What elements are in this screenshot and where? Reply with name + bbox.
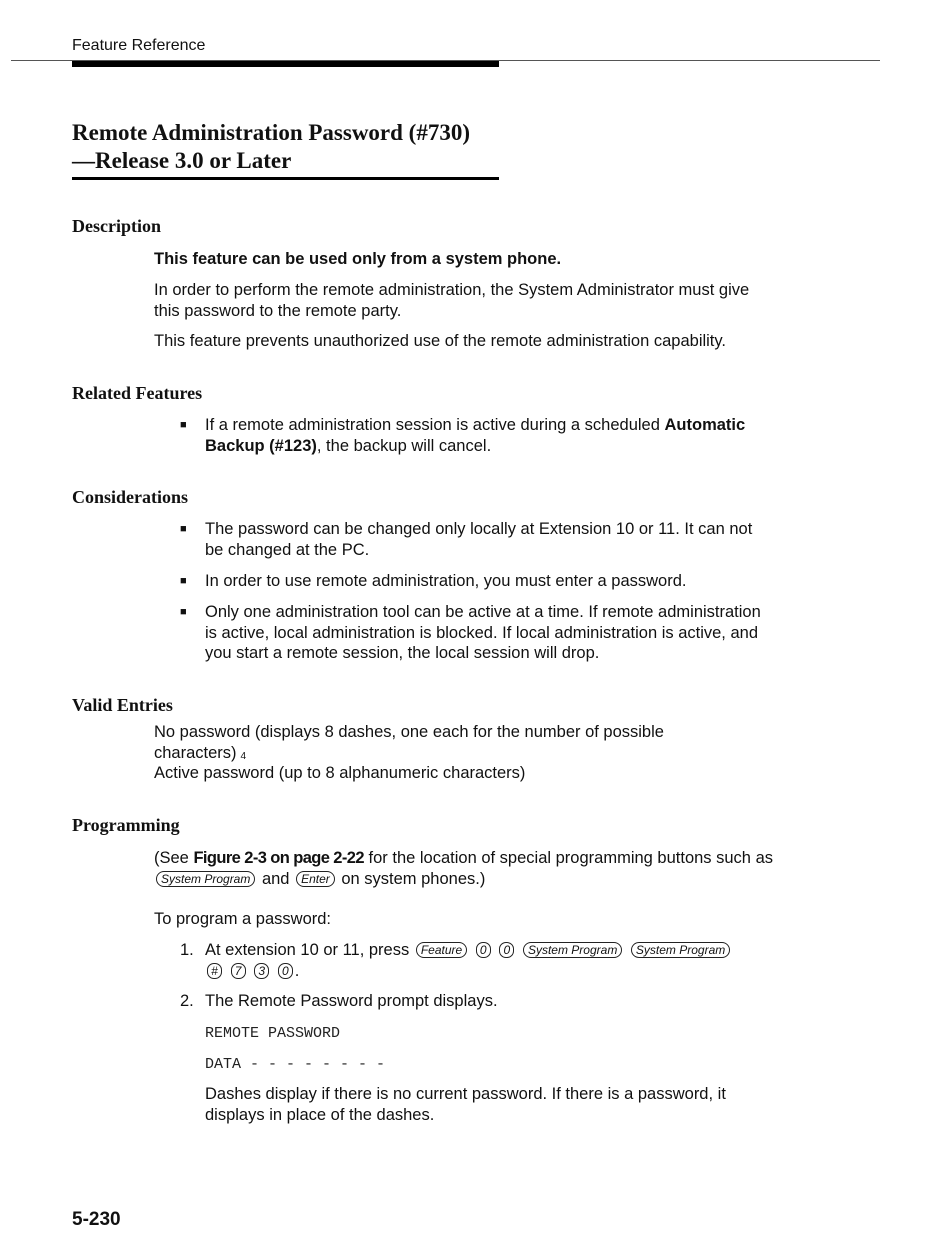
title-line-2: —Release 3.0 or Later xyxy=(72,148,292,173)
description-note: This feature can be used only from a system phone. xyxy=(154,250,562,268)
step-2-note: Dashes display if there is no current password. If there is a password, it displays in place of the dashes. xyxy=(205,1085,726,1124)
consideration-item xyxy=(180,519,774,560)
bullet-icon: ■ xyxy=(180,419,187,431)
display-line-1: REMOTE PASSWORD xyxy=(205,1025,341,1042)
page-number: 5-230 xyxy=(72,1209,121,1230)
seven-key: 7 xyxy=(231,963,246,979)
step-number: 1. xyxy=(180,941,194,959)
feature-key: Feature xyxy=(416,942,467,958)
see-and: and xyxy=(257,869,295,888)
consideration-item xyxy=(180,602,774,664)
enter-key: Enter xyxy=(296,871,335,887)
system-program-key: System Program xyxy=(631,942,730,958)
running-head: Feature Reference xyxy=(72,37,206,54)
related-feature-item xyxy=(180,415,774,456)
consideration-text: In order to use remote administration, you must enter a password. xyxy=(205,572,687,590)
valid-entries-heading: Valid Entries xyxy=(72,695,173,715)
zero-key: 0 xyxy=(476,942,491,958)
consideration-text: The password can be changed only locally at Extension 10 or 11. It can not be changed at the PC. xyxy=(205,520,753,559)
valid-entry-none xyxy=(154,722,714,767)
description-heading: Description xyxy=(72,216,161,236)
three-key: 3 xyxy=(254,963,269,979)
related-feature-text xyxy=(205,415,774,456)
header-bar xyxy=(72,61,499,67)
related-features-heading: Related Features xyxy=(72,383,203,403)
zero-key: 0 xyxy=(278,963,293,979)
programming-heading: Programming xyxy=(72,815,180,835)
page-title xyxy=(72,119,470,175)
valid-entry-none-text: No password (displays 8 dashes, one each for the number of possible characters) xyxy=(154,723,664,762)
bullet-icon: ■ xyxy=(180,523,187,535)
display-line-2: DATA - - - - - - - - xyxy=(205,1056,386,1073)
bullet-icon: ■ xyxy=(180,606,187,618)
related-feature-ref: Automatic Backup (#123) xyxy=(205,416,746,455)
system-program-key: System Program xyxy=(523,942,622,958)
footnote-mark: 4 xyxy=(240,750,247,762)
title-line-1: Remote Administration Password (#730) xyxy=(72,120,470,145)
title-underline xyxy=(72,177,499,180)
zero-key: 0 xyxy=(499,942,514,958)
step-1-instruction: At extension 10 or 11, press xyxy=(205,941,414,959)
related-text-post: , the backup will cancel. xyxy=(316,436,492,455)
step-1-text: At extension 10 or 11, press Feature 0 0 System Program System Program # 7 3 0 . xyxy=(205,940,774,981)
bullet-icon: ■ xyxy=(180,575,187,587)
programming-see-note xyxy=(154,848,774,889)
see-mid: for the location of special programming buttons such as xyxy=(363,849,773,867)
hash-key: # xyxy=(207,963,222,979)
step-2-text: The Remote Password prompt displays. xyxy=(205,992,498,1010)
consideration-item xyxy=(180,571,774,592)
see-post: on system phones.) xyxy=(336,869,486,888)
description-para-1: In order to perform the remote administration, the System Administrator must give this password to the remote party. xyxy=(154,281,750,320)
step-number: 2. xyxy=(180,992,194,1010)
step-1 xyxy=(180,940,774,981)
figure-reference-link[interactable]: Figure 2-3 on page 2-22 xyxy=(193,849,364,867)
system-program-key: System Program xyxy=(156,871,255,887)
see-pre: (See xyxy=(154,849,194,867)
consideration-text: Only one administration tool can be active at a time. If remote administration is active, local administration is blocked. If local administration is active, and you start a remote session, the local session will drop. xyxy=(205,603,761,662)
valid-entry-active: Active password (up to 8 alphanumeric characters) xyxy=(154,764,526,782)
considerations-heading: Considerations xyxy=(72,487,189,507)
description-para-2: This feature prevents unauthorized use of the remote administration capability. xyxy=(154,332,727,350)
programming-intro: To program a password: xyxy=(154,910,331,928)
related-text-pre: If a remote administration session is active during a scheduled xyxy=(205,416,665,434)
step-2 xyxy=(180,991,774,1012)
